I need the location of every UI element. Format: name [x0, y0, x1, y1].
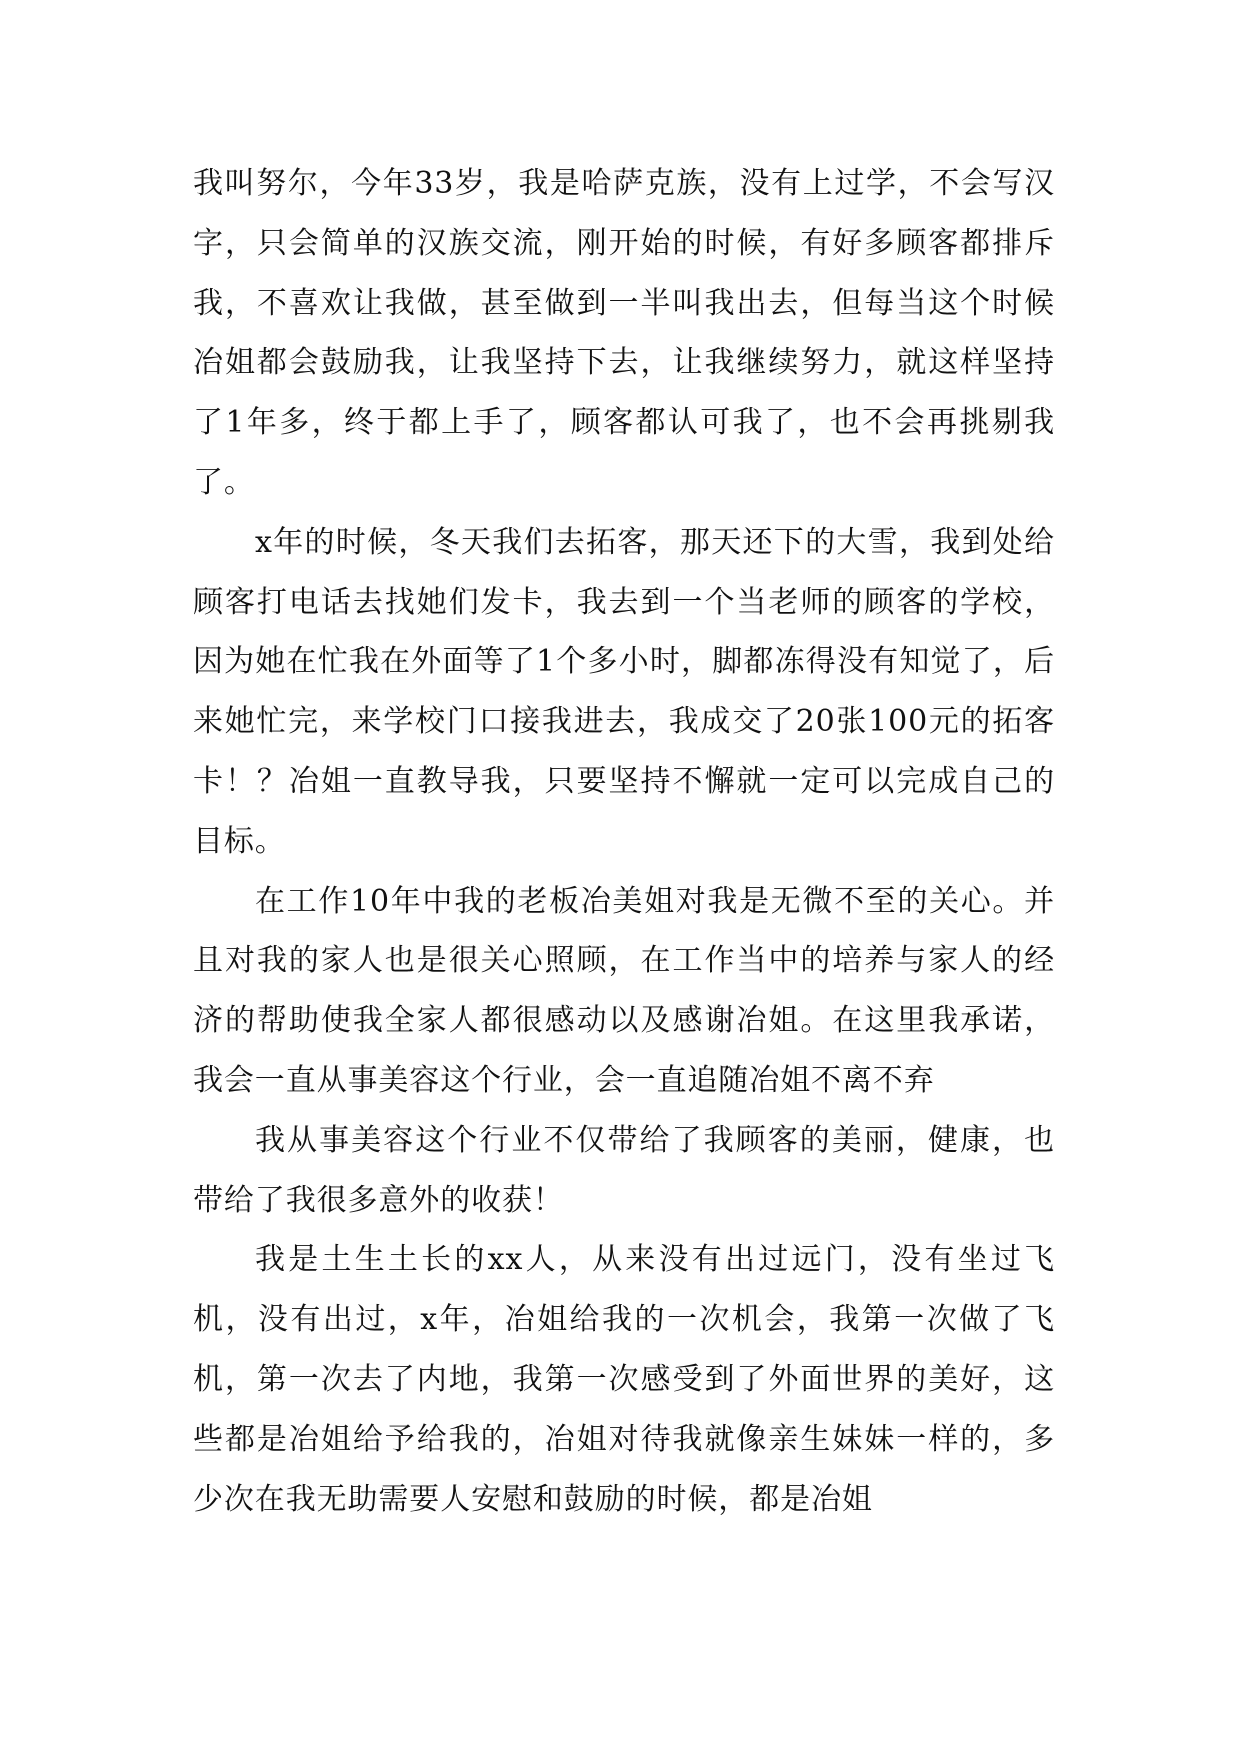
paragraph-1: 我叫努尔，今年33岁，我是哈萨克族，没有上过学，不会写汉字，只会简单的汉族交流，刚开始的时候，有好多顾客都排斥我，不喜欢让我做，甚至做到一半叫我出去，但每当这个时候冶姐都会鼓励我，让我坚持下去，让我继续努力，就这样坚持了1年多，终于都上手了，顾客都认可我了，也不会再挑剔我了。: [193, 166, 1055, 500]
paragraph-2: x年的时候，冬天我们去拓客，那天还下的大雪，我到处给顾客打电话去找她们发卡，我去到一个当老师的顾客的学校，因为她在忙我在外面等了1个多小时，脚都冻得没有知觉了，后来她忙完，来学校门口接我进去，我成交了20张100元的拓客卡！？冶姐一直教导我，只要坚持不懈就一定可以完成自己的目标。: [193, 524, 1055, 859]
document-body: [193, 154, 1055, 1529]
paragraph-5: 我是土生土长的xx人，从来没有出过远门，没有坐过飞机，没有出过，x年，冶姐给我的一次机会，我第一次做了飞机，第一次去了内地，我第一次感受到了外面世界的美好，这些都是冶姐给予给我的，冶姐对待我就像亲生妹妹一样的，多少次在我无助需要人安慰和鼓励的时候，都是冶姐: [193, 1242, 1055, 1517]
paragraph-3: 在工作10年中我的老板冶美姐对我是无微不至的关心。并且对我的家人也是很关心照顾，在工作当中的培养与家人的经济的帮助使我全家人都很感动以及感谢冶姐。在这里我承诺，我会一直从事美容这个行业，会一直追随冶姐不离不弃: [193, 883, 1055, 1098]
paragraph-4: 我从事美容这个行业不仅带给了我顾客的美丽，健康，也带给了我很多意外的收获！: [193, 1122, 1055, 1218]
